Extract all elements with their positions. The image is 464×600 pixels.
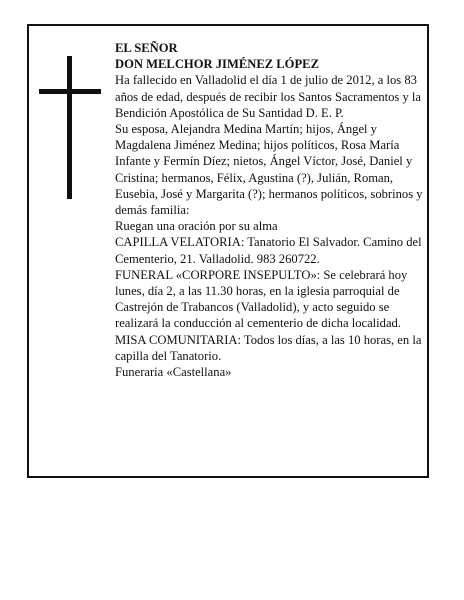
wake-chapel-info: CAPILLA VELATORIA: Tanatorio El Salvador. Camino del Cementerio, 21. Valladolid. 983 260722. xyxy=(115,235,422,266)
title-line-2: DON MELCHOR JIMÉNEZ LÓPEZ xyxy=(115,57,319,72)
mass-info: MISA COMUNITARIA: Todos los días, a las 10 horas, en la capilla del Tanatorio. xyxy=(115,332,422,363)
title-line-1: EL SEÑOR xyxy=(115,41,178,55)
obituary-notice xyxy=(27,24,429,478)
funeral-home: Funeraria «Castellana» xyxy=(115,365,232,380)
obituary-text xyxy=(115,40,425,380)
cross-horizontal-bar xyxy=(39,89,101,94)
funeral-info: FUNERAL «CORPORE INSEPULTO»: Se celebrará hoy lunes, día 2, a las 11.30 horas, en la iglesia parroquial de Castrejón de Trabancos (Valladolid), y acto seguido se realizará la conducción al cementerio de dicha localidad. xyxy=(115,267,408,331)
family-list: Su esposa, Alejandra Medina Martín; hijos, Ángel y Magdalena Jiménez Medina; hijos políticos, Rosa María Infante y Fermín Díez; nietos, Ángel Víctor, José, Daniel y Cristina; hermanos, Félix, Agustina (?), Julián, Roman, Eusebia, José y Margarita (?); hermanos políticos, sobrinos y demás familia: xyxy=(115,122,423,218)
prayer-request: Ruegan una oración por su alma xyxy=(115,219,278,234)
cross-icon xyxy=(39,56,101,199)
cross-vertical-bar xyxy=(67,56,72,199)
death-announcement: Ha fallecido en Valladolid el día 1 de julio de 2012, a los 83 años de edad, después de recibir los Santos Sacramentos y la Bendición Apostólica de Su Santidad D. E. P. xyxy=(115,73,422,120)
